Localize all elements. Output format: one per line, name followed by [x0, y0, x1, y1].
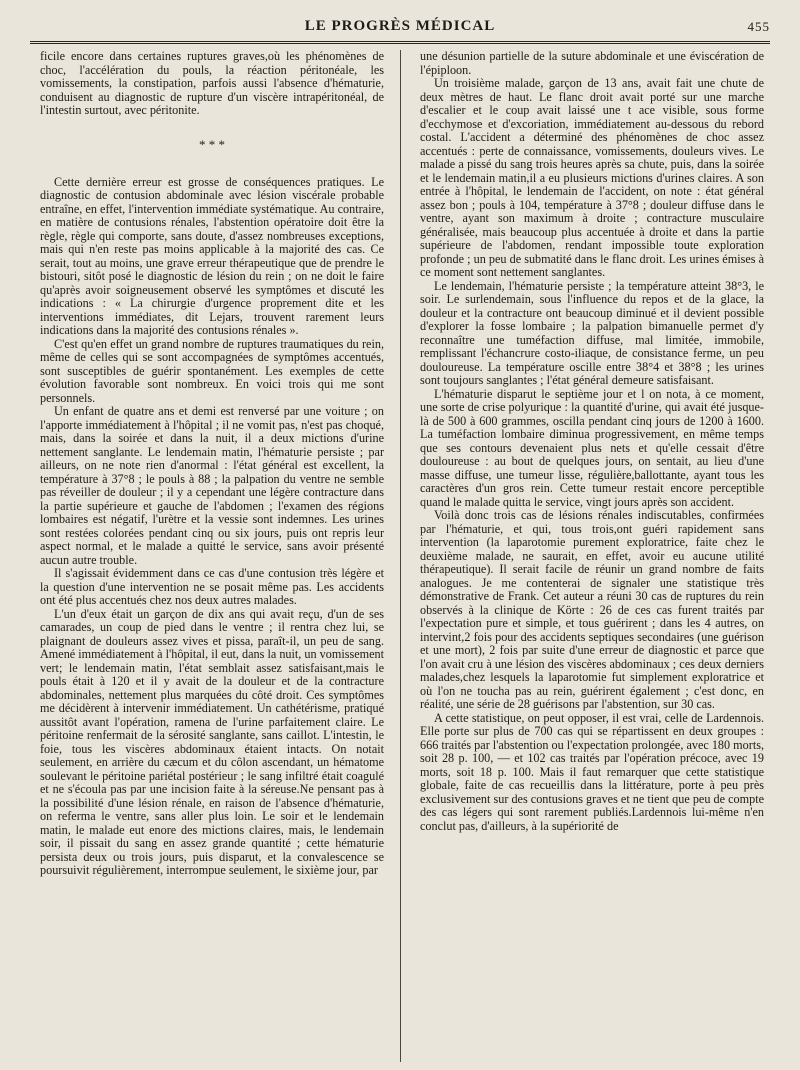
- paragraph: Le lendemain, l'hématurie persiste ; la température atteint 38°3, le soir. Le surlendemain, sous l'influence du repos et de la glace, la douleur et la contracture ont beaucoup diminué et il devient possible d'explorer la fosse lombaire ; la palpation bimanuelle permet d'y reconnaître une tuméfaction diffuse, mal limitée, immobile, remplissant l'échancrure costo-iliaque, de consistance ferme, un peu douloureuse. La température oscille entre 38°4 et 38°8 ; les urines sont toujours sanglantes ; l'état général demeure satisfaisant.: [420, 278, 764, 387]
- paragraph: Un enfant de quatre ans et demi est renversé par une voiture ; on l'apporte immédiatement à l'hôpital ; il ne vomit pas, n'est pas choqué, mais, dans la soirée et dans la nuit, il a deux mictions d'urine nettement sanglante. Le lendemain matin, l'hématurie persiste ; par ailleurs, on ne note rien d'anormal : l'état général est excellent, la température à 37°8 ; le pouls à 88 ; la palpation du ventre ne semble pas réveiller de douleur ; il y a cependant une légère contracture dans la partie supérieure et gauche de l'abdomen ; l'examen des régions lombaires est négatif, l'urètre et la vessie sont indemnes. Les urines sont restées colorées pendant cinq ou six jours, puis ont repris leur aspect normal, et le malade a quitté le service, sans avoir présenté aucun autre trouble.: [40, 404, 384, 567]
- paragraph: L'un d'eux était un garçon de dix ans qui avait reçu, d'un de ses camarades, un coup de pied dans le ventre ; il rentra chez lui, se plaignant de douleurs assez vives et pissa, paraît-il, un peu de sang. Amené immédiatement à l'hôpital, il eut, dans la nuit, un vomissement vert; le lendemain matin, l'état semblait assez satisfaisant,mais le pouls était à 120 et il y avait de la douleur et de la contracture abdominales, nettement plus marquées du côté droit. Ces symptômes me décidèrent à intervenir immédiatement. Un cathétérisme, pratiqué aussitôt avant l'opération, ramena de l'urine parfaitement claire. Le péritoine renfermait de la sérosité sanglante, sans caillot. L'intestin, le foie, tous les viscères abdominaux étaient intacts. On notait seulement, en arrière du cæcum et du côlon ascendant, un hématome soulevant le péritoine pariétal postérieur ; le sang infiltré était coagulé et ne s'écoula pas par une incision faite à la séreuse.Ne pensant pas à la possibilité d'une lésion rénale, en raison de l'absence d'hématurie, on referma le ventre, sans aller plus loin. Le soir et le lendemain matin, le malade eut enore des mictions claires, mais, le lendemain soir, il pissait du sang en assez grande quantité ; cette hématurie persista deux ou trois jours, puis disparut, et la convalescence se poursuivit régulièrement, interrompue seulement, le sixième jour, par: [40, 606, 384, 877]
- paragraph: une désunion partielle de la suture abdominale et une éviscération de l'épiploon.: [420, 50, 764, 77]
- paragraph: L'hématurie disparut le septième jour et l on nota, à ce moment, une sorte de crise polyurique : la quantité d'urine, qui avait été jusque-là de 500 à 600 grammes, oscilla pendant cinq jours de 1200 à 1600. La tuméfaction lombaire diminua progressivement, en même temps que ses contours devenaient plus nets et qu'elle cessait d'être douloureuse : au bout de quelques jours, on sentait, au lieu d'une masse diffuse, une tumeur lisse, régulière,ballottante, ayant tous les caractères d'un gros rein. Cette tumeur restait encore perceptible quand le malade quitta le service, vingt jours après son accident.: [420, 386, 764, 509]
- journal-title: LE PROGRÈS MÉDICAL: [304, 18, 496, 34]
- paragraph: Il s'agissait évidemment dans ce cas d'une contusion très légère et la question d'une intervention ne se posait même pas. Les accidents ont été plus accentués chez nos deux autres malades.: [40, 566, 384, 607]
- paragraph: Voilà donc trois cas de lésions rénales indiscutables, confirmées par l'hématurie, et qui, tous trois,ont guéri rapidement sans intervention (la laparotomie purement exploratrice, faite chez le deuxième malade, ne saurait, en effet, avoir eu aucune utilité thérapeutique). Il serait facile de réunir un grand nombre de faits analogues. Je me contenterai de signaler une statistique très démonstrative de Frank. Cet auteur a réuni 30 cas de ruptures du rein observés à la clinique de Körte : 26 de ces cas furent traités par l'expectation pure et simple, et tous guérirent ; dans les 4 autres, on intervint,2 fois pour des accidents septiques secondaires (une guérison et une mort), 2 fois par suite d'une erreur de diagnostic et parce que l'on avait cru à une lésion des viscères abdominaux ; ces deux derniers malades,chez lesquels la laparotomie fut simplement exploratrice et où l'on ne toucha pas au rein, guérirent également ; c'est donc, en réalité, une série de 28 guérisons par l'abstention, sur 30 cas.: [420, 508, 764, 711]
- paragraph: Un troisième malade, garçon de 13 ans, avait fait une chute de deux mètres de haut. Le flanc droit avait porté sur une marche d'escalier et le coup avait laissé une t ace visible, sous forme d'ecchymose et d'excoriation, immédiatement au-dessous du rebord costal. L'accident a déterminé des phénomènes de choc assez accentués : perte de connaissance, vomissements, douleurs vives. Le malade a pissé du sang trois heures après sa chute, puis, dans la soirée et le lendemain matin,il a eu plusieurs mictions d'urines claires. A son entrée à l'hôpital, le lendemain de l'accident, on note : état général assez bon ; pouls à 104, température à 37°8 ; douleur diffuse dans le ventre, ayant son maximum à droite ; contracture musculaire généralisée, mais beaucoup plus accentuée à droite et dans la partie supérieure de l'abdomen, rendant impossible toute exploration profonde ; un peu de submatité dans le flanc droit. Les urines émises à ce moment sont nettement sanglantes.: [420, 76, 764, 279]
- section-asterism: * * *: [199, 136, 225, 152]
- column-divider: [400, 50, 401, 1062]
- header-rule: [30, 41, 770, 44]
- left-column: [40, 50, 384, 1065]
- paragraph: C'est qu'en effet un grand nombre de ruptures traumatiques du rein, même de celles qui se sont accompagnées de symptômes accentués, sont susceptibles de guérir spontanément. Les exemples de cette évolution favorable sont nombreux. En voici trois qui me sont personnels.: [40, 336, 384, 405]
- paragraph: A cette statistique, on peut opposer, il est vrai, celle de Lardennois. Elle porte sur plus de 700 cas qui se répartissent en deux groupes : 666 traités par l'abstention ou l'expectation prolongée, avec 180 morts, soit 28 p. 100, — et 102 cas traités par l'opération précoce, avec 19 morts, soit 18 p. 100. Mais il faut remarquer que cette statistique globale, faite de cas recueillis dans la littérature, porte à peu près exclusivement sur des contusions graves et ne tient que peu de compte des cas légers qui sont rarement publiés.Lardennois lui-même n'en conclut pas, d'ailleurs, à la supériorité de: [420, 710, 764, 833]
- running-head: [30, 18, 770, 40]
- paragraph: ficile encore dans certaines ruptures graves,où les phénomènes de choc, l'accélération du pouls, la réaction péritonéale, les vomissements, la constipation, parfois aussi l'absence d'hématurie, conduisent au diagnostic de rupture d'un viscère intrapéritonéal, de l'intestin surtout, avec péritonite.: [40, 50, 384, 117]
- right-column: [420, 50, 764, 1065]
- page-number: 455: [747, 19, 770, 34]
- paragraph: Cette dernière erreur est grosse de conséquences pratiques. Le diagnostic de contusion abdominale avec lésion viscérale probable entraîne, en effet, l'intervention immédiate systématique. Au contraire, en matière de contusions rénales, l'abstention opératoire doit être la règle, règle qui comporte, sans doute, d'assez nombreuses exceptions, mais qui n'en reste pas moins applicable à la majorité des cas. Ce serait, tout au moins, une grave erreur thérapeutique que de prendre le bistouri, sitôt posé le diagnostic de lésion du rein ; on ne doit le faire qu'après avoir soigneusement observé les symptômes et discuté les indications : « La chirurgie d'urgence proprement dite et les interventions immédiates, dit Lejars, trouvent rarement leurs indications dans la majorité des contusions rénales ».: [40, 174, 384, 337]
